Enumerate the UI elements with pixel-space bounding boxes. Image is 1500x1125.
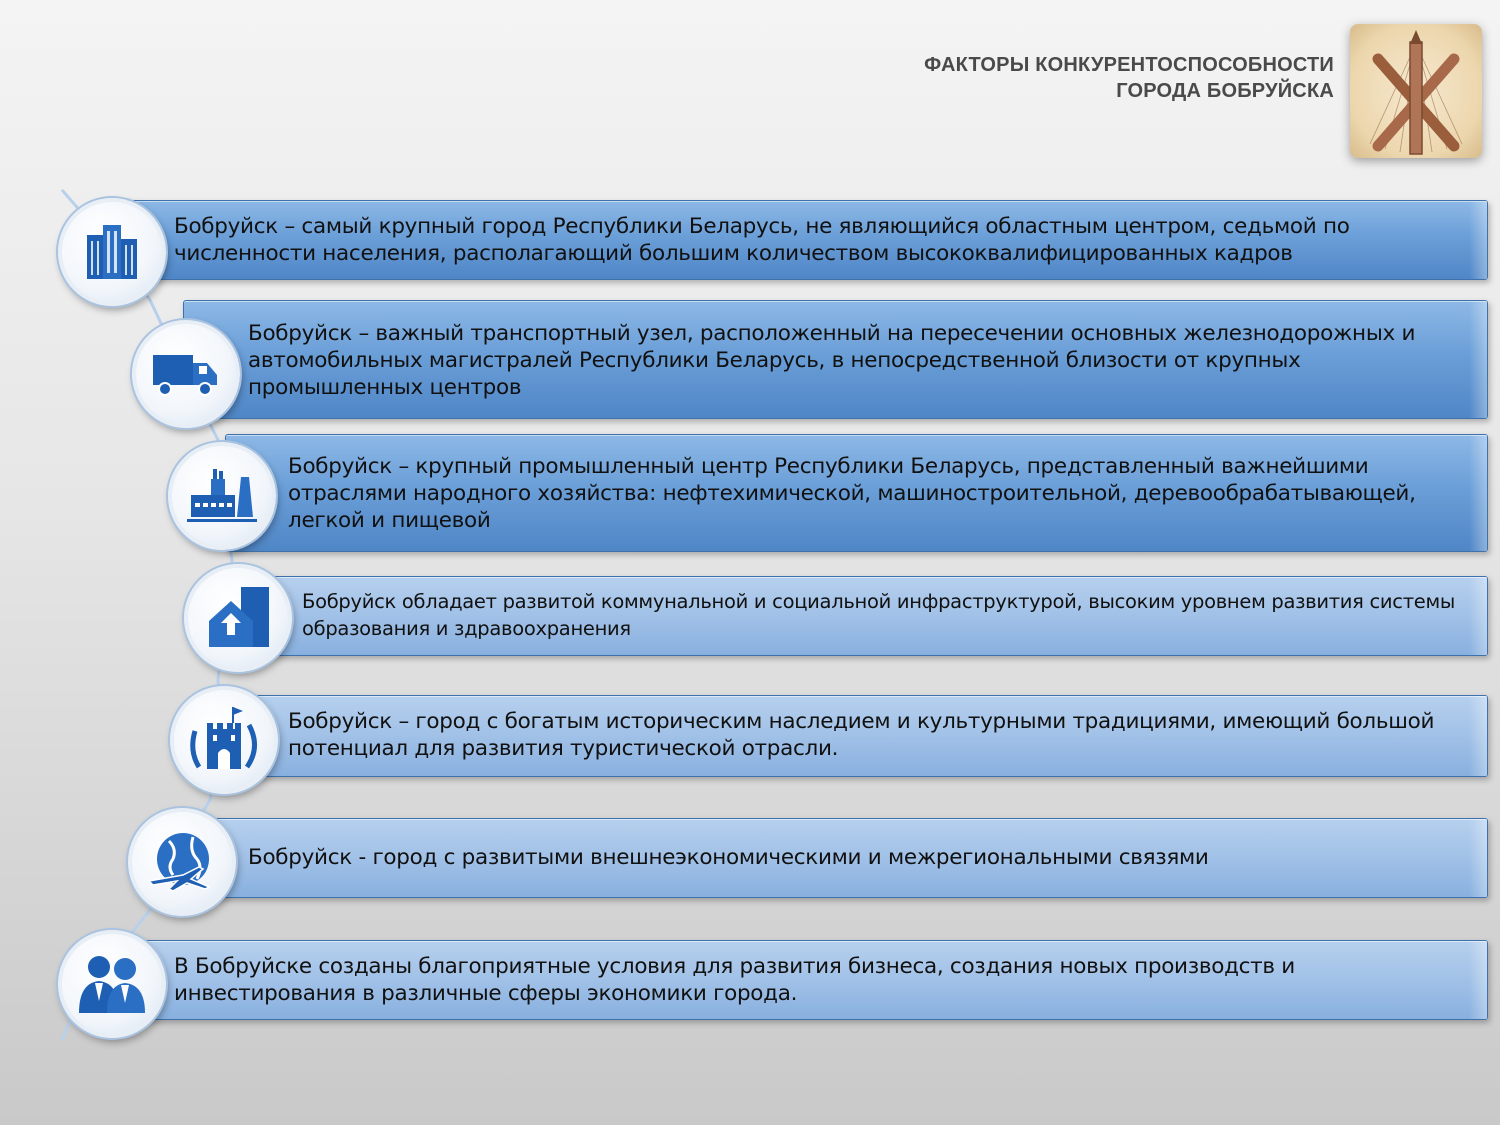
factor-circle-1 [58,198,166,306]
bobruisk-coat-of-arms-icon [1350,24,1482,158]
factor-text-1: Бобруйск – самый крупный город Республики Беларусь, не являющийся областным центром, седьмой по численности населения, располагающий большим количеством высококвалифицированных кадров [174,214,1350,266]
factor-text-3: Бобруйск – крупный промышленный центр Республики Беларусь, представленный важнейшими отраслями народного хозяйства: нефтехимической, машиностроительной, деревообрабатывающей, легкой и пищевой [288,454,1416,533]
title-line-2: ГОРОДА БОБРУЙСКА [1116,80,1334,102]
factor-circle-6 [128,808,236,916]
factor-text-6: Бобруйск - город с развитыми внешнеэкономическими и межрегиональными связями [248,845,1209,870]
factor-circle-5 [170,686,278,794]
factor-circle-7 [58,930,166,1038]
globe-airplane-icon [143,823,221,901]
factor-circle-3 [168,442,276,550]
factor-text-7: В Бобруйске созданы благоприятные условия для развития бизнеса, создания новых производств и инвестирования в различные сферы экономики города. [174,954,1295,1006]
factor-circle-4 [184,564,292,672]
buildings-icon [73,213,151,291]
house-icon [199,579,277,657]
business-people-icon [73,945,151,1023]
fortress-icon [185,701,263,779]
factor-text-2: Бобруйск – важный транспортный узел, расположенный на пересечении основных железнодорожных и автомобильных магистралей Республики Беларусь, в непосредственной близости от крупных промышленных центров [248,321,1416,400]
factor-text-4: Бобруйск обладает развитой коммунальной и социальной инфраструктурой, высоким уровнем развития системы образования и здравоохранения [302,590,1455,640]
page-title [924,52,1334,104]
factor-text-5: Бобруйск – город с богатым историческим наследием и культурными традициями, имеющий большой потенциал для развития туристической отрасли. [288,709,1435,761]
truck-icon [147,335,225,413]
factor-circle-2 [132,320,240,428]
factory-icon [183,457,261,535]
title-line-1: ФАКТОРЫ КОНКУРЕНТОСПОСОБНОСТИ [924,54,1334,76]
